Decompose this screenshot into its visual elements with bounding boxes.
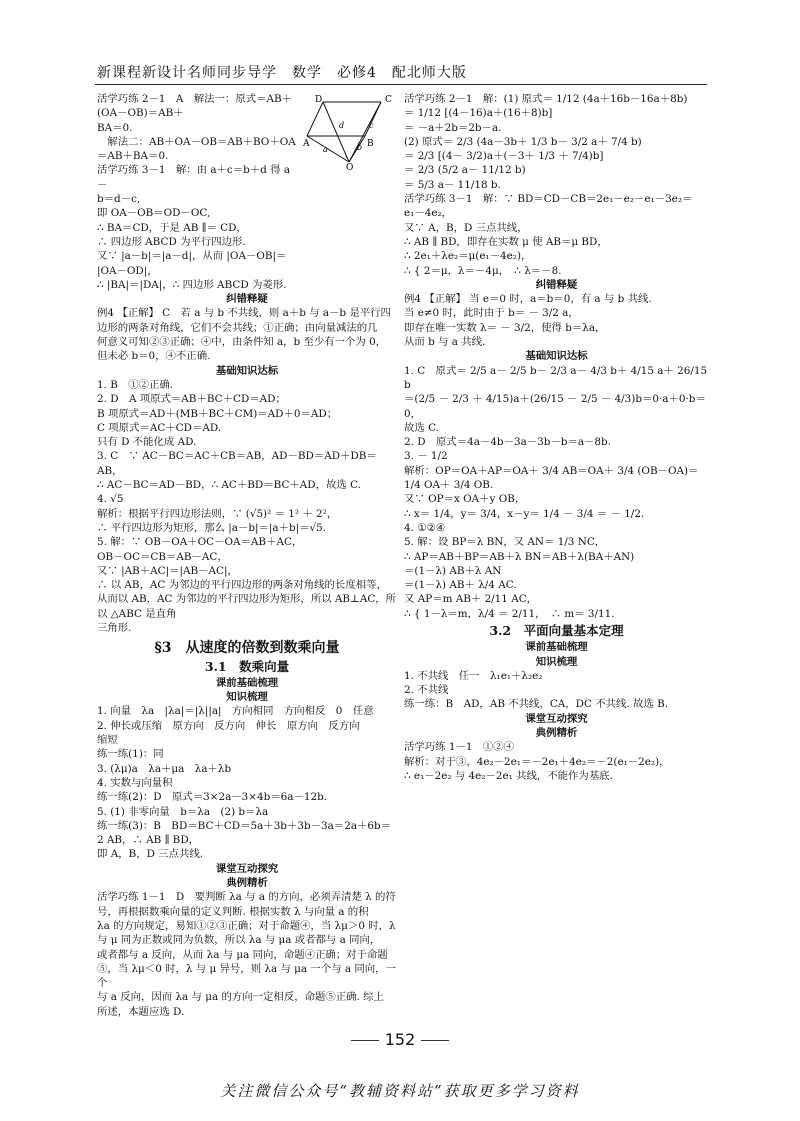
heading-basic-knowledge: 基础知识达标 xyxy=(215,364,279,377)
text-line: 2 AB，∴ AB ∥ BD， xyxy=(97,834,200,847)
text-line: 又∵ A，B，D 三点共线， xyxy=(404,221,528,234)
text-line: C 项原式＝AC＋CD＝AD. xyxy=(97,421,222,434)
text-line: 何意义可知②③正确；④中，由条件知 a，b 至少有一个为 0， xyxy=(97,336,387,349)
text-line: ＝(1－λ) AB＋λ AN xyxy=(404,564,502,577)
text-line: 5. (1) 非零向量 b＝λa (2) b＝λa xyxy=(97,805,269,818)
text-line: 解析：对于③，4e₂－2e₁＝－2e₁＋4e₂＝－2(e₁－2e₂)， xyxy=(404,755,670,768)
page-header xyxy=(95,58,707,85)
label-a: a xyxy=(323,145,328,154)
label-O: O xyxy=(346,163,354,170)
text-line: 号，再根据数乘向量的定义判断. 根据实数 λ 与向量 a 的积 xyxy=(97,905,369,918)
text-line: (2) 原式＝ 2/3 (4a－3b＋ 1/3 b－ 3/2 a＋ 7/4 b) xyxy=(404,135,642,148)
text-line: ＝ 2/3 (5/2 a－ 11/12 b) xyxy=(404,164,526,177)
right-column xyxy=(404,92,709,783)
page-number: 152 xyxy=(0,1030,800,1049)
text-line: 1. C 原式＝ 2/5 a－ 2/5 b－ 2/3 a－ 4/3 b＋ 4/15 a＋ 26/15 b xyxy=(404,364,711,391)
text-line: |OA－OD|， xyxy=(97,264,158,277)
text-line: 4. √5 xyxy=(97,493,124,506)
label-A: A xyxy=(303,139,310,149)
text-line: 活学巧练 3－1 解：∵ BD＝CD－CB＝2e₁－e₂－e₁－3e₂＝ xyxy=(404,193,693,206)
heading-basic-knowledge-2: 基础知识达标 xyxy=(525,350,588,363)
text-line: ∴ { 2＝μ，λ＝－4μ， ∴ λ＝－8. xyxy=(404,264,562,277)
text-line: 解析：根据平行四边形法则，∵ (√5)² ＝ 1² ＋ 2²， xyxy=(97,507,338,520)
label-c: c xyxy=(369,121,374,130)
left-column xyxy=(97,92,397,1019)
text-line: 三角形. xyxy=(97,621,132,634)
footer-note: 关注微信公众号“教辅资料站”获取更多学习资料 xyxy=(220,1082,580,1100)
heading-classroom-2: 课堂互动探究 xyxy=(525,712,588,725)
text-line: 2. D 原式＝4a－4b－3a－3b－b＝a－8b. xyxy=(404,436,611,449)
parallelogram-figure xyxy=(303,92,395,170)
text-line: 例4 【正解】 当 e＝0 时，a＝b＝0，有 a 与 b 共线. xyxy=(404,293,652,306)
text-line: 练一练：B AD，AB 不共线，CA，DC 不共线. 故选 B. xyxy=(404,698,669,711)
text-line: 练一练(3)：B BD＝BC＋CD＝5a＋3b＋3b－3a＝2a＋6b＝ xyxy=(97,819,392,832)
heading-error-analysis-2: 纠错释疑 xyxy=(535,278,578,291)
text-line: B 项原式＝AD＋(MB＋BC＋CM)＝AD＋0＝AD； xyxy=(97,407,338,420)
text-line: 练一练(2)：D 原式＝3×2a－3×4b＝6a－12b. xyxy=(97,791,328,804)
text-line: ∴ BA＝CD，于是 AB ∥＝ CD， xyxy=(97,221,247,234)
text-line: 所述，本题应选 D. xyxy=(97,1005,185,1018)
text-line: 3. C ∵ AC－BC＝AC＋CB＝AB，AD－BD＝AD＋DB＝AB， xyxy=(97,450,377,477)
text-line: 4. ①②④ xyxy=(404,521,446,534)
text-line: ∴ 以 AB，AC 为邻边的平行四边形的两条对角线的长度相等， xyxy=(97,579,387,592)
text-line: 5. 解：∵ OB－OA＋OC－OA＝AB＋AC， xyxy=(97,536,303,549)
text-line: 3. － 1/2 xyxy=(404,450,448,463)
text-line: e₁－4e₂， xyxy=(404,207,453,220)
text-line: 活学巧练 1－1 D 要判断 λa 与 a 的方向，必须弄清楚 λ 的符 xyxy=(97,891,396,904)
text-line: 1. B ①②正确. xyxy=(97,378,174,391)
text-line: OB－OC＝CB＝AB－AC， xyxy=(97,550,228,563)
text-line: ∴ 四边形 ABCD 为平行四边形. xyxy=(97,235,246,248)
text-line: ⑤，当 λμ＜0 时，λ 与 μ 异号，则 λa 与 μa 一个与 a 同向，一个 xyxy=(97,962,396,990)
text-line: 活学巧练 3－1 解：由 a＋c＝b＋d 得 a－ xyxy=(97,164,291,191)
text-line: ＝(1－λ) AB＋ λ/4 AC. xyxy=(404,579,517,592)
text-line: 例4 【正解】 C 若 a 与 b 不共线，则 a＋b 与 a－b 是平行四 xyxy=(97,307,391,320)
text-line: 活学巧练 1－1 ①②④ xyxy=(404,741,515,754)
text-line: 即 A，B，D 三点共线. xyxy=(97,848,204,861)
text-line: 边形的两条对角线，它们不会共线；①正确；由向量减法的几 xyxy=(97,321,378,334)
text-line: 5. 解：设 BP＝λ BN，又 AN＝ 1/3 NC， xyxy=(404,536,606,549)
text-line: 1/4 OA＋ 3/4 OB. xyxy=(404,479,494,492)
text-line: 但未必 b＝0，④不正确. xyxy=(97,350,211,363)
text-line: BA＝0. xyxy=(97,121,133,134)
label-D: D xyxy=(315,95,323,105)
text-line: 1. 不共线 任一 λ₁e₁＋λ₂e₂ xyxy=(404,669,543,682)
text-line: ∴ AC－BC＝AD－BD，∴ AC＋BD＝BC＋AD，故选 C. xyxy=(97,479,361,492)
heading-error-analysis: 纠错释疑 xyxy=(226,293,268,306)
text-line: 只有 D 不能化成 AD. xyxy=(97,436,197,449)
text-line: ∴ 平行四边形为矩形，那么 |a－b|＝|a＋b|＝√5. xyxy=(97,521,327,534)
subsection-3-2: 3.2 平面向量基本定理 xyxy=(489,622,624,638)
text-line: ＝ 5/3 a－ 11/18 b. xyxy=(404,178,501,191)
label-B: B xyxy=(367,139,374,149)
text-line: 4. 实数与向量积 xyxy=(97,776,173,789)
text-line: 练一练(1)：同 xyxy=(97,748,164,761)
heading-examples: 典例精析 xyxy=(226,877,268,890)
text-line: ∴ 2e₁＋λe₂＝μ(e₁－4e₂)， xyxy=(404,250,532,263)
text-line: 故选 C. xyxy=(404,421,439,434)
label-d: d xyxy=(339,121,345,130)
text-line: 又∵ |a－b|＝|a－d|，从而 |OA－OB|＝ xyxy=(97,250,287,263)
text-line: 又∵ |AB＋AC|＝|AB－AC|， xyxy=(97,564,238,577)
text-line: 1. 向量 λa |λa|＝|λ||a| 方向相同 方向相反 0 任意 xyxy=(97,705,374,718)
text-line: 3. (λμ)a λa＋μa λa＋λb xyxy=(97,762,232,775)
text-line: ＝ －a＋2b＝2b－a. xyxy=(404,121,502,134)
text-line: b＝d－c, xyxy=(97,193,141,206)
text-line: 当 e≠0 时，此时由于 b＝ － 3/2 a， xyxy=(404,307,579,320)
text-line: ＝(2/5 － 2/3 ＋ 4/15)a＋(26/15 － 2/5 － 4/3)b＝0·a＋0·b＝0， xyxy=(404,393,706,420)
text-line: ∴ x＝ 1/4，y＝ 3/4，x－y＝ 1/4 － 3/4 ＝ － 1/2. xyxy=(404,507,645,520)
text-line: 从而 b 与 a 共线. xyxy=(404,336,486,349)
text-line: 又 AP＝m AB＋ 2/11 AC， xyxy=(404,593,538,606)
text-line: 2. 不共线 xyxy=(404,684,449,697)
heading-knowledge: 知识梳理 xyxy=(226,691,268,704)
text-line: λa 的方向规定，易知①②③正确；对于命题④，当 λμ＞0 时，λ xyxy=(97,919,396,932)
text-line: 解法二：AB＋OA－OB＝AB＋BO＋OA＝AB＋BA＝0. xyxy=(97,135,296,163)
text-line: ∴ AB ∥ BD，即存在实数 μ 使 AB＝μ BD， xyxy=(404,235,608,248)
text-line: 活学巧练 2－1 A 解法一：原式＝AB＋(OA－OB)＝AB＋ xyxy=(97,93,293,120)
subsection-3-1: 3.1 数乘向量 xyxy=(204,658,290,674)
heading-examples-2: 典例精析 xyxy=(535,727,578,740)
text-line: 或者都与 a 反向，从而 λa 与 μa 同向，命题④正确；对于命题 xyxy=(97,948,388,961)
heading-pre-class-2: 课前基础梳理 xyxy=(525,641,588,654)
text-line: 与 a 反向，因而 λa 与 μa 的方向一定相反，命题⑤正确. 综上 xyxy=(97,991,384,1004)
label-b: b xyxy=(357,143,363,152)
text-line: ∴ { 1－λ＝m，λ/4 ＝ 2/11， ∴ m＝ 3/11. xyxy=(404,607,615,620)
text-line: ∴ AP＝AB＋BP＝AB＋λ BN＝AB＋λ(BA＋AN) xyxy=(404,550,635,563)
text-line: 缩短 xyxy=(97,734,118,747)
text-line: 活学巧练 2－1 解：(1) 原式＝ 1/12 (4a＋16b－16a＋8b) xyxy=(404,93,688,105)
section-title: §3 从速度的倍数到数乘向量 xyxy=(154,640,340,657)
heading-knowledge-2: 知识梳理 xyxy=(535,655,578,668)
text-line: 2. 伸长或压缩 原方向 反方向 伸长 原方向 反方向 xyxy=(97,719,360,732)
text-line: ∴ e₁－2e₂ 与 4e₂－2e₁ 共线，不能作为基底. xyxy=(404,769,613,782)
text-line: 从而以 AB，AC 为邻边的平行四边形为矩形，所以 AB⊥AC，所以 △ABC 是直角 xyxy=(97,593,397,620)
text-line: ∴ |BA|＝|DA|，∴ 四边形 ABCD 为菱形. xyxy=(97,278,287,291)
label-C: C xyxy=(385,95,392,105)
text-line: 即存在唯一实数 λ＝ － 3/2，使得 b＝λa， xyxy=(404,321,606,334)
header-title: 新课程新设计名师同步导学 数学 必修4 配北师大版 xyxy=(97,65,467,81)
text-line: 2. D A 项原式＝AB＋BC＋CD＝AD； xyxy=(97,393,286,406)
text-line: ＝ 1/12 [(4－16)a＋(16＋8)b] xyxy=(404,107,553,120)
text-line: 解析：OP＝OA＋AP＝OA＋ 3/4 AB＝OA＋ 3/4 (OB－OA)＝ xyxy=(404,464,699,477)
text-line: 又∵ OP＝x OA＋y OB， xyxy=(404,493,526,506)
heading-classroom: 课堂互动探究 xyxy=(215,862,279,875)
text-line: ＝ 2/3 [(4－ 3/2)a＋(－3＋ 1/3 ＋ 7/4)b] xyxy=(404,150,604,163)
heading-pre-class: 课前基础梳理 xyxy=(215,676,279,689)
text-line: 与 μ 同为正数或同为负数，所以 λa 与 μa 或者都与 a 同向， xyxy=(97,934,381,947)
text-line: 即 OA－OB＝OD－OC, xyxy=(97,207,211,220)
